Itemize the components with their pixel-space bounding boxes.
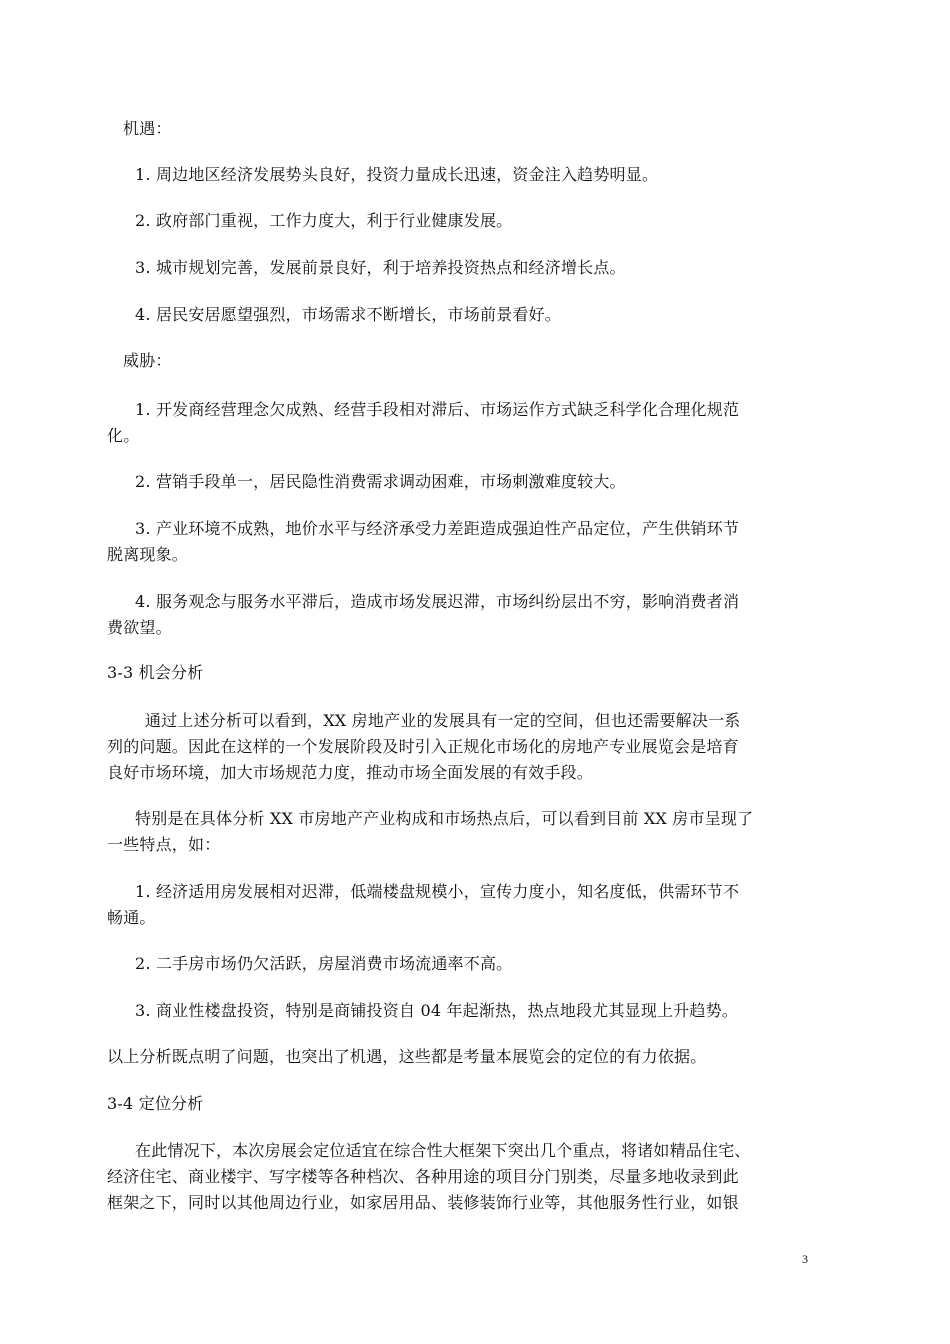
threat-item-4-line1: 4. 服务观念与服务水平滞后，造成市场发展迟滞，市场纠纷层出不穷，影响消费者消 [135, 592, 740, 611]
section-3-4-para-line1: 在此情况下，本次房展会定位适宜在综合性大框架下突出几个重点，将诸如精品住宅、 [135, 1141, 751, 1160]
section-3-3-para2-line1: 特别是在具体分析 XX 市房地产产业构成和市场热点后，可以看到目前 XX 房市呈现了 [135, 809, 754, 828]
opportunities-heading: 机遇： [123, 119, 172, 138]
section-3-3-para1-line2: 列的问题。因此在这样的一个发展阶段及时引入正规化市场化的房地产专业展览会是培育 [107, 737, 739, 756]
opportunity-item-2: 2. 政府部门重视，工作力度大，利于行业健康发展。 [135, 211, 513, 230]
section-3-3-point-2: 2. 二手房市场仍欠活跃，房屋消费市场流通率不高。 [135, 954, 513, 973]
threat-item-4-line2: 费欲望。 [107, 618, 172, 637]
section-3-3-point-1-line1: 1. 经济适用房发展相对迟滞，低端楼盘规模小，宣传力度小，知名度低，供需环节不 [135, 882, 740, 901]
threat-item-1-line2: 化。 [107, 426, 140, 445]
page-number: 3 [802, 1252, 808, 1266]
threat-item-3-line2: 脱离现象。 [107, 545, 189, 564]
section-3-3-para1-line1: 通过上述分析可以看到，XX 房地产业的发展具有一定的空间，但也还需要解决一系 [145, 711, 741, 730]
section-3-3-point-1-line2: 畅通。 [107, 908, 156, 927]
section-3-3-conclusion: 以上分析既点明了问题，也突出了机遇，这些都是考量本展览会的定位的有力依据。 [107, 1047, 707, 1066]
section-3-4-heading: 3-4 定位分析 [107, 1094, 204, 1113]
opportunity-item-4: 4. 居民安居愿望强烈，市场需求不断增长，市场前景看好。 [135, 305, 561, 324]
threat-item-1-line1: 1. 开发商经营理念欠成熟、经营手段相对滞后、市场运作方式缺乏科学化合理化规范 [135, 400, 740, 419]
section-3-3-para2-line2: 一些特点，如： [107, 835, 221, 854]
section-3-3-heading: 3-3 机会分析 [107, 663, 204, 682]
section-3-3-para1-line3: 良好市场环境，加大市场规范力度，推动市场全面发展的有效手段。 [107, 763, 594, 782]
threat-item-2: 2. 营销手段单一，居民隐性消费需求调动困难，市场刺激难度较大。 [135, 472, 626, 491]
threat-item-3-line1: 3. 产业环境不成熟，地价水平与经济承受力差距造成强迫性产品定位，产生供销环节 [135, 519, 740, 538]
section-3-4-para-line3: 框架之下，同时以其他周边行业，如家居用品、装修装饰行业等，其他服务性行业，如银 [107, 1193, 739, 1212]
threats-heading: 威胁： [123, 351, 172, 370]
section-3-4-para-line2: 经济住宅、商业楼宇、写字楼等各种档次、各种用途的项目分门别类，尽量多地收录到此 [107, 1167, 739, 1186]
section-3-3-point-3: 3. 商业性楼盘投资，特别是商铺投资自 04 年起渐热，热点地段尤其显现上升趋势。 [135, 1001, 739, 1020]
opportunity-item-1: 1. 周边地区经济发展势头良好，投资力量成长迅速，资金注入趋势明显。 [135, 165, 659, 184]
opportunity-item-3: 3. 城市规划完善，发展前景良好，利于培养投资热点和经济增长点。 [135, 258, 626, 277]
